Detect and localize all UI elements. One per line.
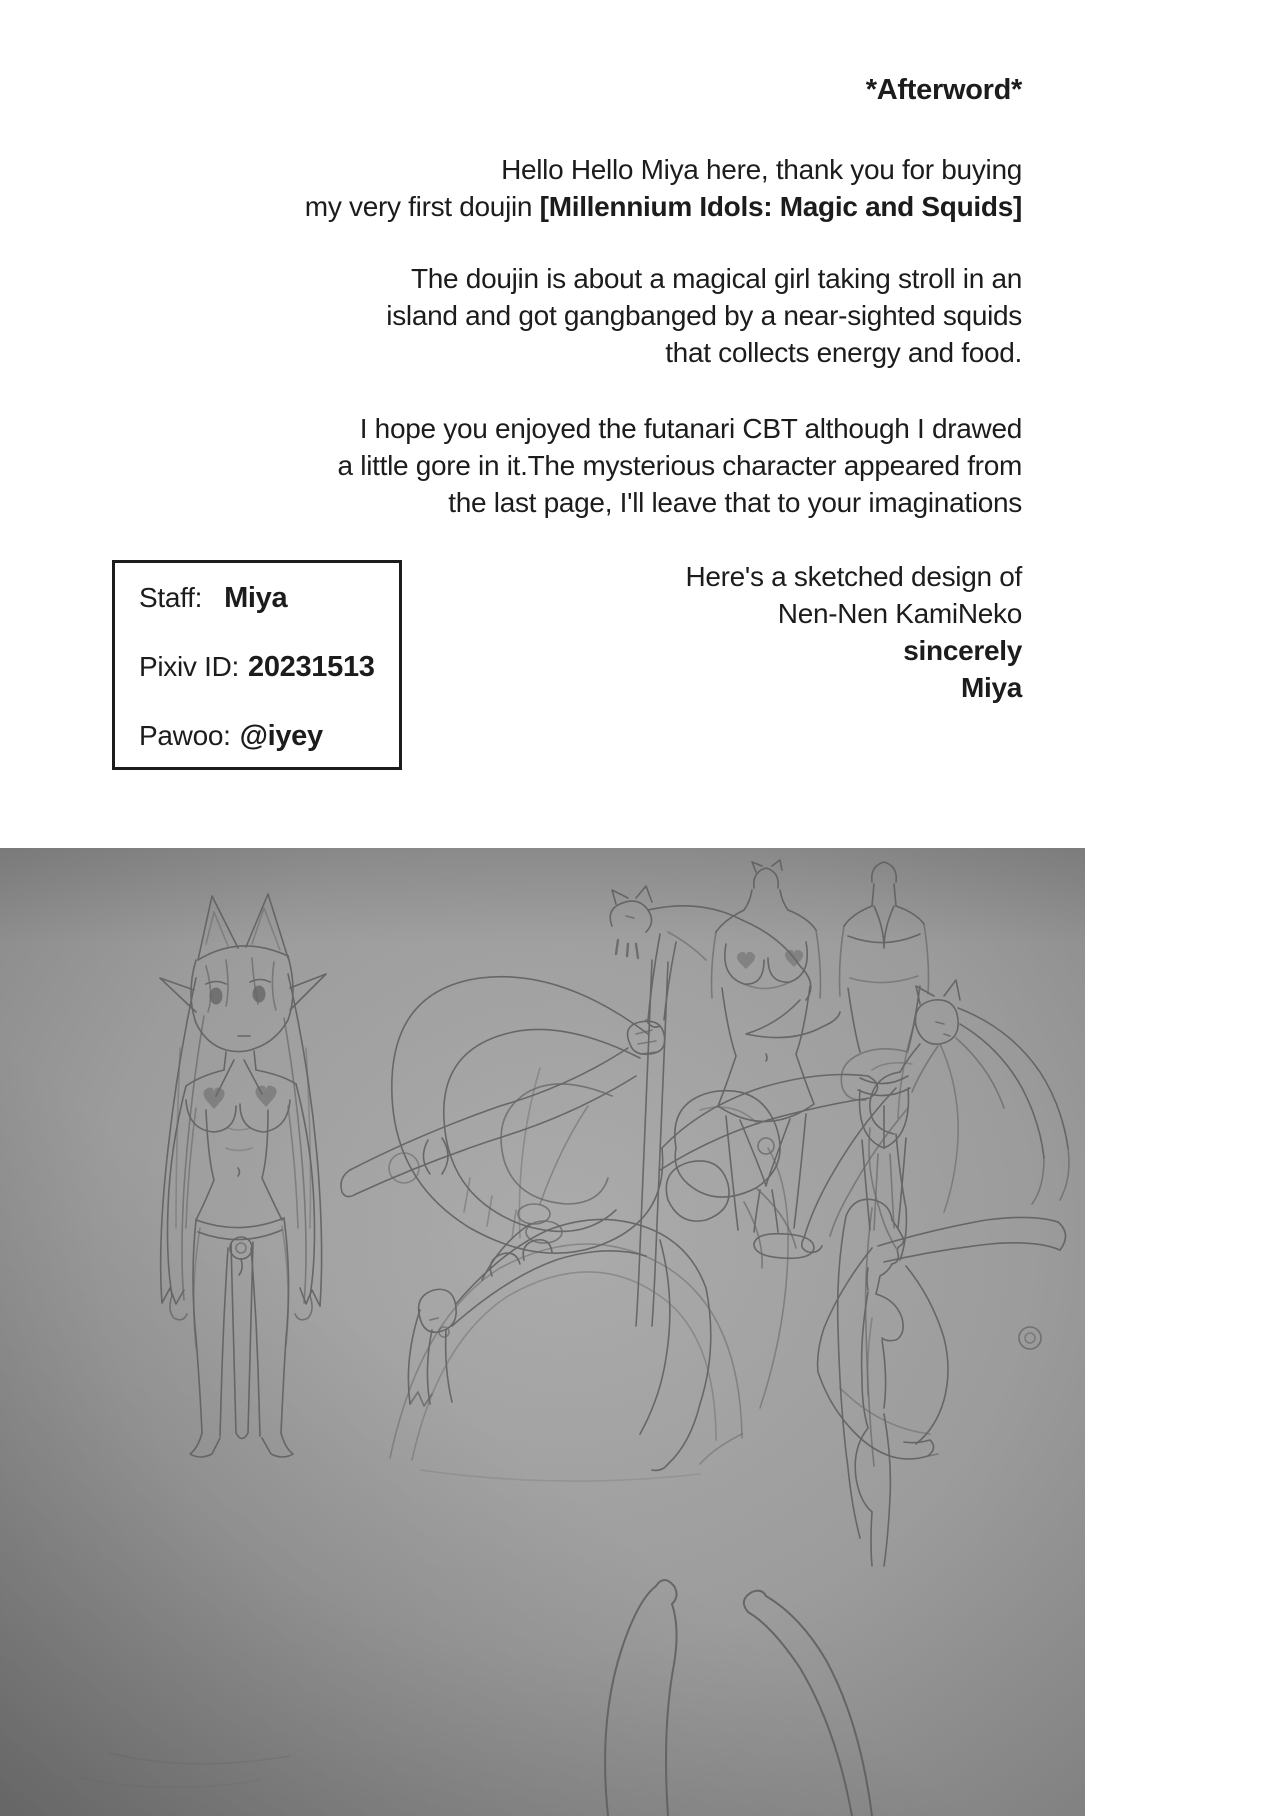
- pixiv-row: [139, 648, 389, 686]
- staff-row: [139, 579, 389, 617]
- text-line: I hope you enjoyed the futanari CBT although I drawed: [359, 413, 1022, 444]
- staff-value: Miya: [224, 582, 288, 614]
- text-line: [305, 188, 1022, 225]
- text-line: The doujin is about a magical girl taking stroll in an: [410, 263, 1022, 294]
- staff-label: Staff:: [139, 582, 203, 613]
- page-title: *Afterword*: [865, 74, 1022, 106]
- doujin-title: [Millennium Idols: Magic and Squids]: [539, 191, 1022, 222]
- staff-info-box: [112, 560, 402, 770]
- enjoyed-paragraph: [338, 410, 1022, 521]
- text-segment: my very first doujin: [304, 191, 540, 222]
- signature-word: sincerely: [903, 635, 1022, 666]
- sketch-image: [0, 848, 1085, 1816]
- pawoo-label: Pawoo:: [139, 720, 231, 751]
- synopsis-paragraph: [386, 260, 1022, 371]
- text-line: island and got gangbanged by a near-sighted squids: [386, 300, 1022, 331]
- pawoo-value: @iyey: [239, 720, 323, 752]
- text-line: a little gore in it.The mysterious character appeared from: [337, 450, 1022, 481]
- closing-paragraph: [685, 558, 1022, 706]
- pixiv-label: Pixiv ID:: [139, 651, 239, 682]
- pawoo-row: [139, 717, 389, 755]
- intro-paragraph: [305, 151, 1022, 225]
- text-line: that collects energy and food.: [665, 337, 1022, 368]
- text-line: Hello Hello Miya here, thank you for buying: [501, 154, 1022, 185]
- text-line: Here's a sketched design of: [685, 561, 1022, 592]
- text-line: the last page, I'll leave that to your imaginations: [448, 487, 1022, 518]
- sketch-vignette-top: [0, 848, 1085, 1816]
- text-line: Nen-Nen KamiNeko: [777, 598, 1022, 629]
- signature-name: Miya: [960, 672, 1022, 703]
- pixiv-value: 20231513: [247, 651, 375, 683]
